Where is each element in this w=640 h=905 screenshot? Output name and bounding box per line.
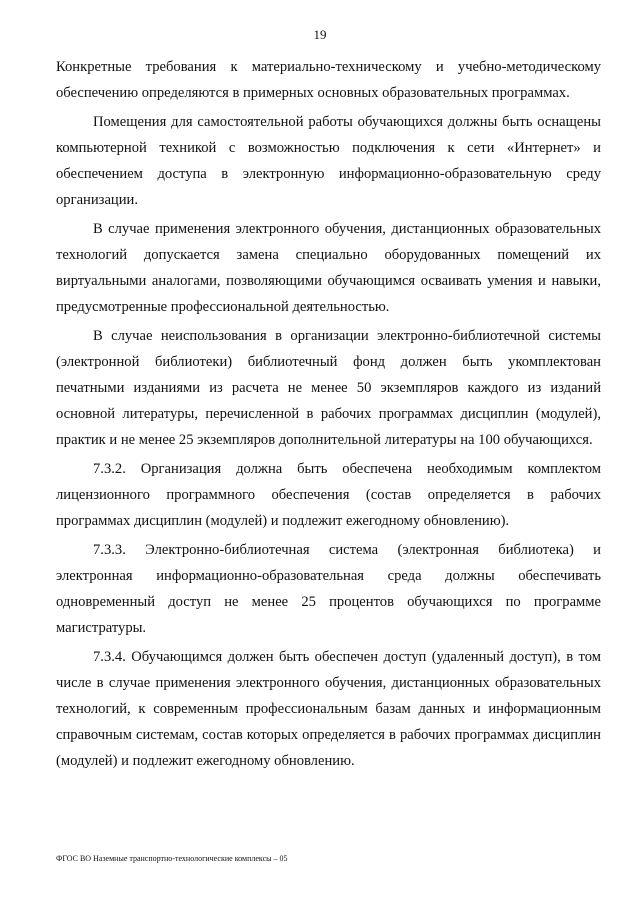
paragraph-7-3-4: 7.3.4. Обучающимся должен быть обеспечен доступ (удаленный доступ), в том числе в случае применения электронного обучения, дистанционных образовательных технологий, к современным профессиональным базам данных и информационным справочным системам, состав которых определяется в рабочих программах дисциплин (модулей) и подлежит ежегодному обновлению. — [56, 649, 601, 769]
page-footer: ФГОС ВО Наземные транспортно-технологические комплексы – 05 — [56, 854, 288, 863]
paragraph-7-3-3: 7.3.3. Электронно-библиотечная система (электронная библиотека) и электронная информационно-образовательная среда должны обеспечивать одновременный доступ не менее 25 процентов обучающихся по программе магистратуры. — [56, 542, 601, 636]
paragraph-7-3-2: 7.3.2. Организация должна быть обеспечена необходимым комплектом лицензионного программного обеспечения (состав определяется в рабочих программах дисциплин (модулей) и подлежит ежегодному обновлению). — [56, 461, 601, 529]
document-body — [56, 54, 601, 777]
paragraph-library-fund: В случае неиспользования в организации электронно-библиотечной системы (электронной библиотеки) библиотечный фонд должен быть укомплектован печатными изданиями из расчета не менее 50 экземпляров каждого из изданий основной литературы, перечисленной в рабочих программах дисциплин (модулей), практик и не менее 25 экземпляров дополнительной литературы на 100 обучающихся. — [56, 328, 601, 448]
paragraph-e-learning: В случае применения электронного обучения, дистанционных образовательных технологий допускается замена специально оборудованных помещений их виртуальными аналогами, позволяющими обучающимся осваивать умения и навыки, предусмотренные профессиональной деятельностью. — [56, 221, 601, 315]
paragraph-requirements: Конкретные требования к материально-техническому и учебно-методическому обеспечению определяются в примерных основных образовательных программах. — [56, 59, 601, 101]
page-number: 19 — [313, 27, 327, 42]
paragraph-rooms: Помещения для самостоятельной работы обучающихся должны быть оснащены компьютерной техникой с возможностью подключения к сети «Интернет» и обеспечением доступа в электронную информационно-образовательную среду организации. — [56, 114, 601, 208]
